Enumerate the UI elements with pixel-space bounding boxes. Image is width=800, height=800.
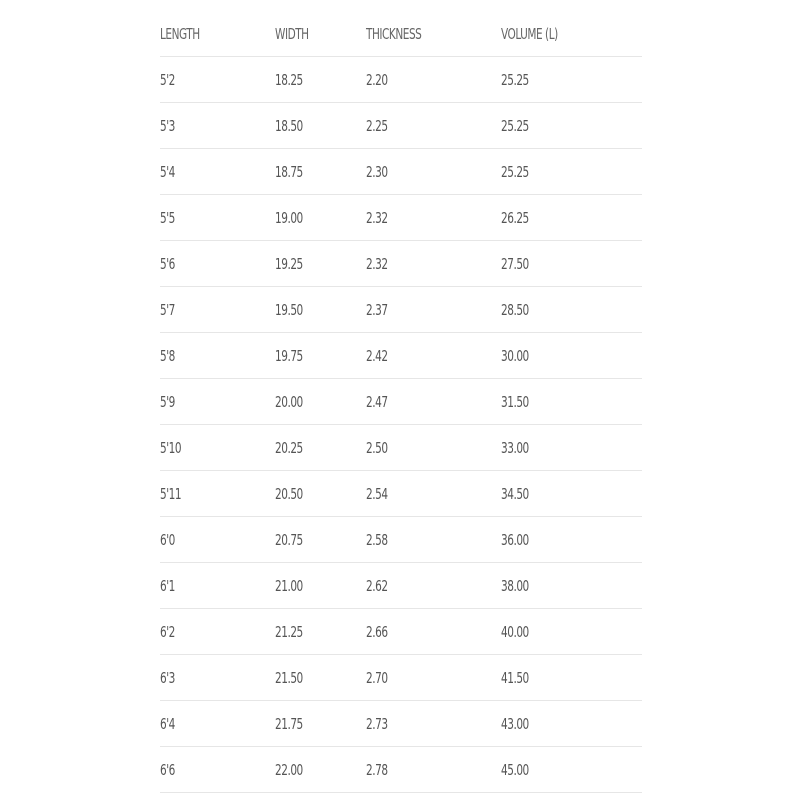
cell-width: 21.25 [275, 622, 303, 641]
cell-volume: 26.25 [501, 208, 529, 227]
cell-width: 19.50 [275, 300, 303, 319]
cell-volume: 30.00 [501, 346, 529, 365]
table-row [160, 517, 642, 563]
cell-length: 5'2 [160, 70, 175, 89]
cell-width: 21.75 [275, 714, 303, 733]
cell-thickness: 2.66 [366, 622, 388, 641]
table-row [160, 747, 642, 793]
cell-width: 21.00 [275, 576, 303, 595]
cell-volume: 25.25 [501, 70, 529, 89]
cell-thickness: 2.37 [366, 300, 388, 319]
cell-thickness: 2.58 [366, 530, 388, 549]
cell-length: 5'6 [160, 254, 175, 273]
table-header-row [160, 11, 642, 57]
cell-thickness: 2.32 [366, 254, 388, 273]
header-width: WIDTH [275, 24, 309, 43]
cell-thickness: 2.50 [366, 438, 388, 457]
cell-length: 6'1 [160, 576, 175, 595]
cell-width: 18.50 [275, 116, 303, 135]
cell-volume: 45.00 [501, 760, 529, 779]
table-row [160, 149, 642, 195]
cell-length: 6'4 [160, 714, 175, 733]
cell-thickness: 2.42 [366, 346, 388, 365]
table-body [160, 57, 642, 793]
cell-width: 20.50 [275, 484, 303, 503]
cell-thickness: 2.32 [366, 208, 388, 227]
cell-width: 20.25 [275, 438, 303, 457]
cell-volume: 25.25 [501, 162, 529, 181]
table-row [160, 103, 642, 149]
table-row [160, 57, 642, 103]
cell-length: 5'3 [160, 116, 175, 135]
cell-volume: 41.50 [501, 668, 529, 687]
cell-volume: 31.50 [501, 392, 529, 411]
cell-volume: 40.00 [501, 622, 529, 641]
table-row [160, 241, 642, 287]
cell-length: 6'3 [160, 668, 175, 687]
cell-volume: 28.50 [501, 300, 529, 319]
dimensions-table [160, 11, 642, 793]
cell-width: 20.75 [275, 530, 303, 549]
cell-length: 5'9 [160, 392, 175, 411]
table-row [160, 287, 642, 333]
cell-width: 19.25 [275, 254, 303, 273]
cell-length: 5'5 [160, 208, 175, 227]
cell-width: 18.25 [275, 70, 303, 89]
header-length: LENGTH [160, 24, 200, 43]
cell-length: 5'4 [160, 162, 175, 181]
cell-thickness: 2.54 [366, 484, 388, 503]
header-volume: VOLUME (L) [501, 24, 558, 43]
cell-length: 5'7 [160, 300, 175, 319]
cell-volume: 25.25 [501, 116, 529, 135]
cell-width: 19.00 [275, 208, 303, 227]
cell-thickness: 2.73 [366, 714, 388, 733]
cell-width: 19.75 [275, 346, 303, 365]
cell-volume: 27.50 [501, 254, 529, 273]
cell-thickness: 2.47 [366, 392, 388, 411]
table-row [160, 655, 642, 701]
cell-thickness: 2.78 [366, 760, 388, 779]
header-thickness: THICKNESS [366, 24, 422, 43]
table-row [160, 609, 642, 655]
table-row [160, 195, 642, 241]
cell-thickness: 2.30 [366, 162, 388, 181]
cell-volume: 33.00 [501, 438, 529, 457]
cell-length: 5'11 [160, 484, 182, 503]
cell-thickness: 2.70 [366, 668, 388, 687]
cell-volume: 34.50 [501, 484, 529, 503]
table-row [160, 333, 642, 379]
cell-width: 22.00 [275, 760, 303, 779]
table-row [160, 471, 642, 517]
cell-length: 6'6 [160, 760, 175, 779]
cell-length: 5'10 [160, 438, 182, 457]
cell-thickness: 2.25 [366, 116, 388, 135]
table-row [160, 701, 642, 747]
cell-width: 20.00 [275, 392, 303, 411]
cell-volume: 36.00 [501, 530, 529, 549]
table-row [160, 379, 642, 425]
cell-width: 18.75 [275, 162, 303, 181]
table-row [160, 563, 642, 609]
cell-length: 6'2 [160, 622, 175, 641]
table-row [160, 425, 642, 471]
cell-width: 21.50 [275, 668, 303, 687]
cell-volume: 43.00 [501, 714, 529, 733]
cell-thickness: 2.62 [366, 576, 388, 595]
cell-thickness: 2.20 [366, 70, 388, 89]
cell-length: 5'8 [160, 346, 175, 365]
cell-volume: 38.00 [501, 576, 529, 595]
cell-length: 6'0 [160, 530, 175, 549]
